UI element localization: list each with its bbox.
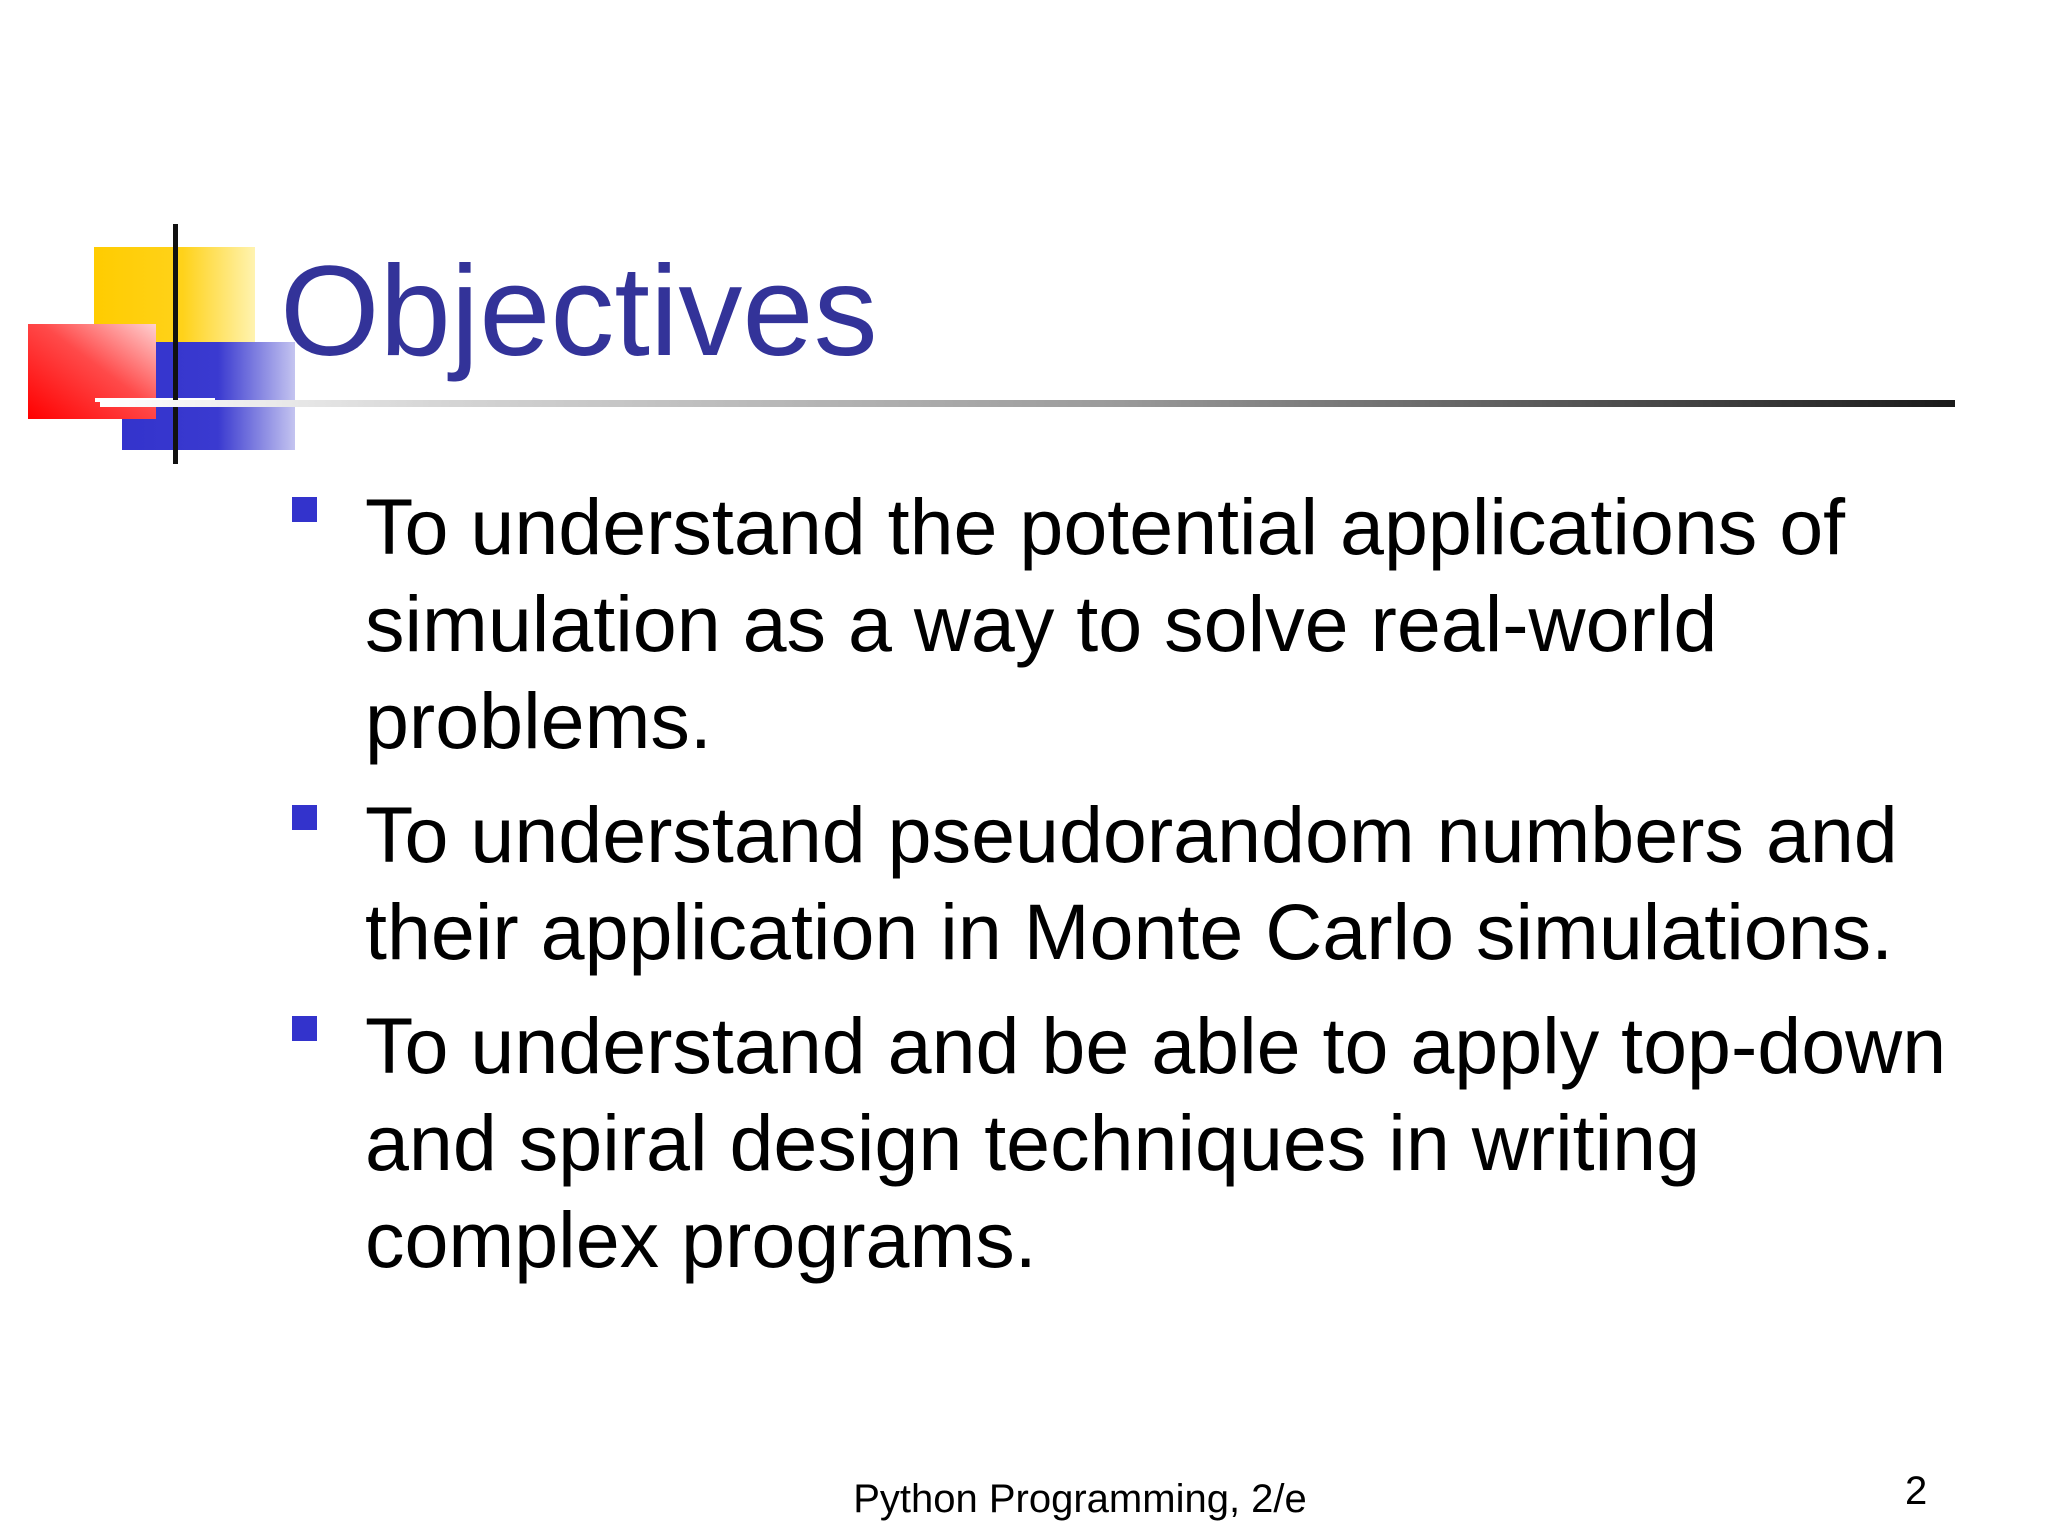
black-vertical-line (173, 224, 178, 464)
bullet-text: To understand the potential applications of simulation as a way to solve real-world problems. (365, 482, 1846, 765)
slide-footer: Python Programming, 2/e (853, 1477, 1307, 1521)
bullet-text: To understand pseudorandom numbers and their application in Monte Carlo simulations. (365, 790, 1898, 976)
bullet-item (290, 786, 2010, 980)
title-underline (100, 400, 1955, 407)
square-bullet-icon (292, 805, 317, 830)
square-bullet-icon (292, 1016, 317, 1041)
page-number: 2 (1905, 1469, 1928, 1513)
bullet-item (290, 478, 2010, 769)
decorative-squares-logo (25, 220, 295, 465)
bullet-text: To understand and be able to apply top-down and spiral design techniques in writing complex programs. (365, 1001, 1947, 1284)
bullet-list (290, 478, 2010, 1305)
bullet-item (290, 997, 2010, 1288)
square-bullet-icon (292, 497, 317, 522)
slide-title: Objectives (280, 240, 878, 383)
